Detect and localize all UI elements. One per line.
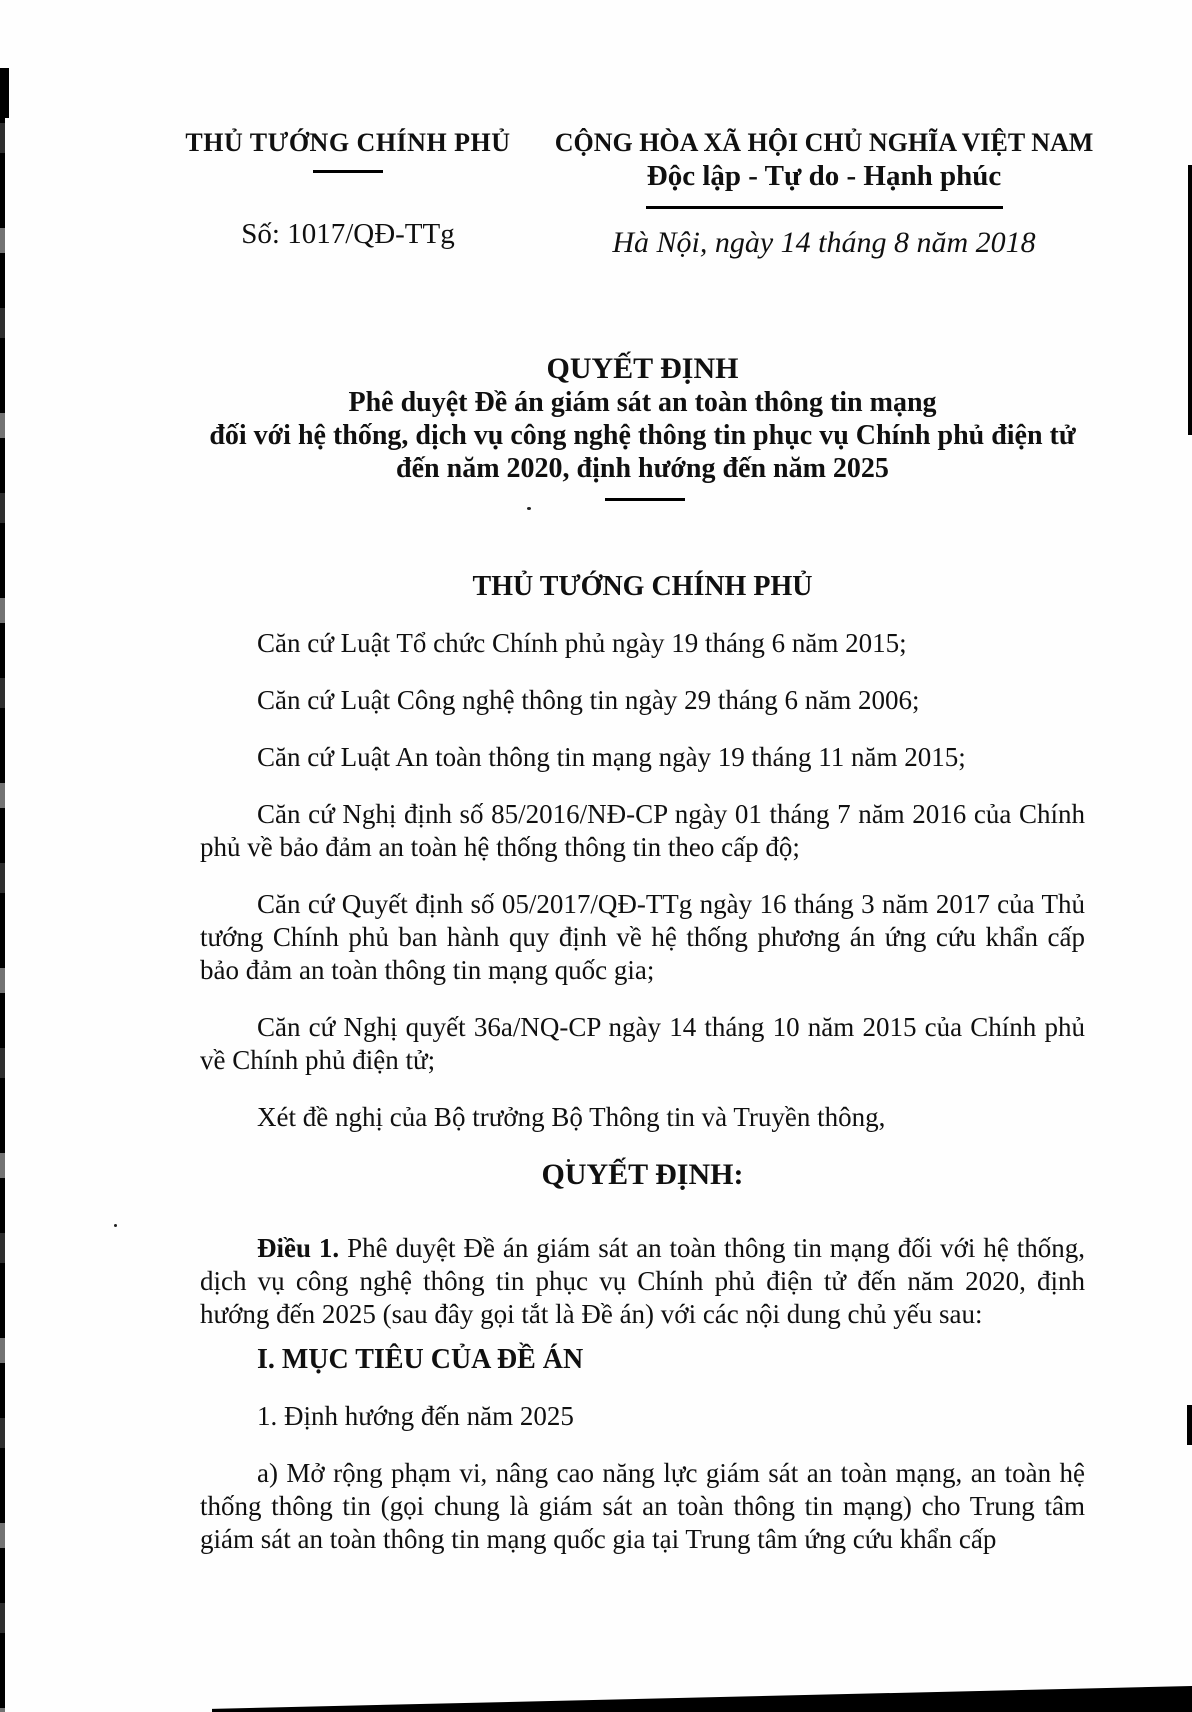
recital-paragraph: Căn cứ Luật Công nghệ thông tin ngày 29 tháng 6 năm 2006; <box>257 685 920 715</box>
recital-paragraph: Căn cứ Quyết định số 05/2017/QĐ-TTg ngày 16 tháng 3 năm 2017 của Thủ tướng Chính phủ ban hành quy định về hệ thống phương án ứng cứu khẩn cấp bảo đảm an toàn thông tin mạng quốc gia; <box>200 889 1085 985</box>
title-underline <box>605 498 685 501</box>
article-1-label: Điều 1. <box>257 1233 340 1263</box>
recital-paragraph: Căn cứ Nghị quyết 36a/NQ-CP ngày 14 tháng 10 năm 2015 của Chính phủ về Chính phủ điện tử; <box>200 1012 1085 1075</box>
national-title: CỘNG HÒA XÃ HỘI CHỦ NGHĨA VIỆT NAM <box>554 128 1094 157</box>
issuer-underline <box>313 170 383 173</box>
article-1-paragraph <box>200 1232 1085 1331</box>
scan-artifact-left-edge-bar <box>0 68 5 1712</box>
scan-artifact-right-edge-bar <box>1188 165 1192 435</box>
item-1-paragraph: 1. Định hướng đến năm 2025 <box>257 1401 574 1431</box>
scan-artifact-right-edge-mark <box>1187 1405 1192 1445</box>
document-number: Số: 1017/QĐ-TTg <box>241 218 455 250</box>
scan-artifact-bottom-shadow <box>212 1686 1192 1712</box>
issuer-name: THỦ TƯỚNG CHÍNH PHỦ <box>185 128 511 157</box>
national-motto: Độc lập - Tự do - Hạnh phúc <box>646 160 1002 192</box>
scan-speck <box>527 507 531 510</box>
motto-underline <box>646 206 1003 209</box>
title-line-2: đối với hệ thống, dịch vụ công nghệ thông tin phục vụ Chính phủ điện tử <box>209 420 1076 451</box>
document-type: QUYẾT ĐỊNH <box>546 352 739 385</box>
recital-paragraph: Căn cứ Nghị định số 85/2016/NĐ-CP ngày 01 tháng 7 năm 2016 của Chính phủ về bảo đảm an toàn hệ thống thông tin theo cấp độ; <box>200 799 1085 862</box>
header-national-block <box>545 126 1103 259</box>
recital-paragraph: Căn cứ Luật Tổ chức Chính phủ ngày 19 tháng 6 năm 2015; <box>257 628 907 658</box>
issuer-heading: THỦ TƯỚNG CHÍNH PHỦ <box>472 571 813 602</box>
document-body <box>200 570 1085 1580</box>
scan-speck <box>114 1224 117 1227</box>
place-and-date: Hà Nội, ngày 14 tháng 8 năm 2018 <box>612 226 1036 259</box>
title-line-1: Phê duyệt Đề án giám sát an toàn thông tin mạng <box>348 387 937 418</box>
scan-artifact-left-edge-blob <box>0 68 9 118</box>
header-issuer-block <box>183 126 513 251</box>
recital-paragraph: Xét đề nghị của Bộ trưởng Bộ Thông tin và Truyền thông, <box>257 1102 886 1132</box>
item-1a-paragraph: a) Mở rộng phạm vi, nâng cao năng lực giám sát an toàn mạng, an toàn hệ thống thông tin (gọi chung là giám sát an toàn thông tin mạng) cho Trung tâm giám sát an toàn thông tin mạng quốc gia tại Trung tâm ứng cứu khẩn cấp <box>200 1458 1085 1554</box>
document-title-block <box>100 352 1185 501</box>
recital-paragraph: Căn cứ Luật An toàn thông tin mạng ngày 19 tháng 11 năm 2015; <box>257 742 966 772</box>
section-1-heading: I. MỤC TIÊU CỦA ĐỀ ÁN <box>257 1344 584 1375</box>
article-1-text: Phê duyệt Đề án giám sát an toàn thông tin mạng đối với hệ thống, dịch vụ công nghệ thông tin phục vụ Chính phủ điện tử đến năm 2020, định hướng đến 2025 (sau đây gọi tắt là Đề án) với các nội dung chủ yếu sau: <box>200 1233 1086 1329</box>
title-line-3: đến năm 2020, định hướng đến năm 2025 <box>396 453 889 484</box>
decision-heading: QUYẾT ĐỊNH: <box>541 1158 744 1191</box>
